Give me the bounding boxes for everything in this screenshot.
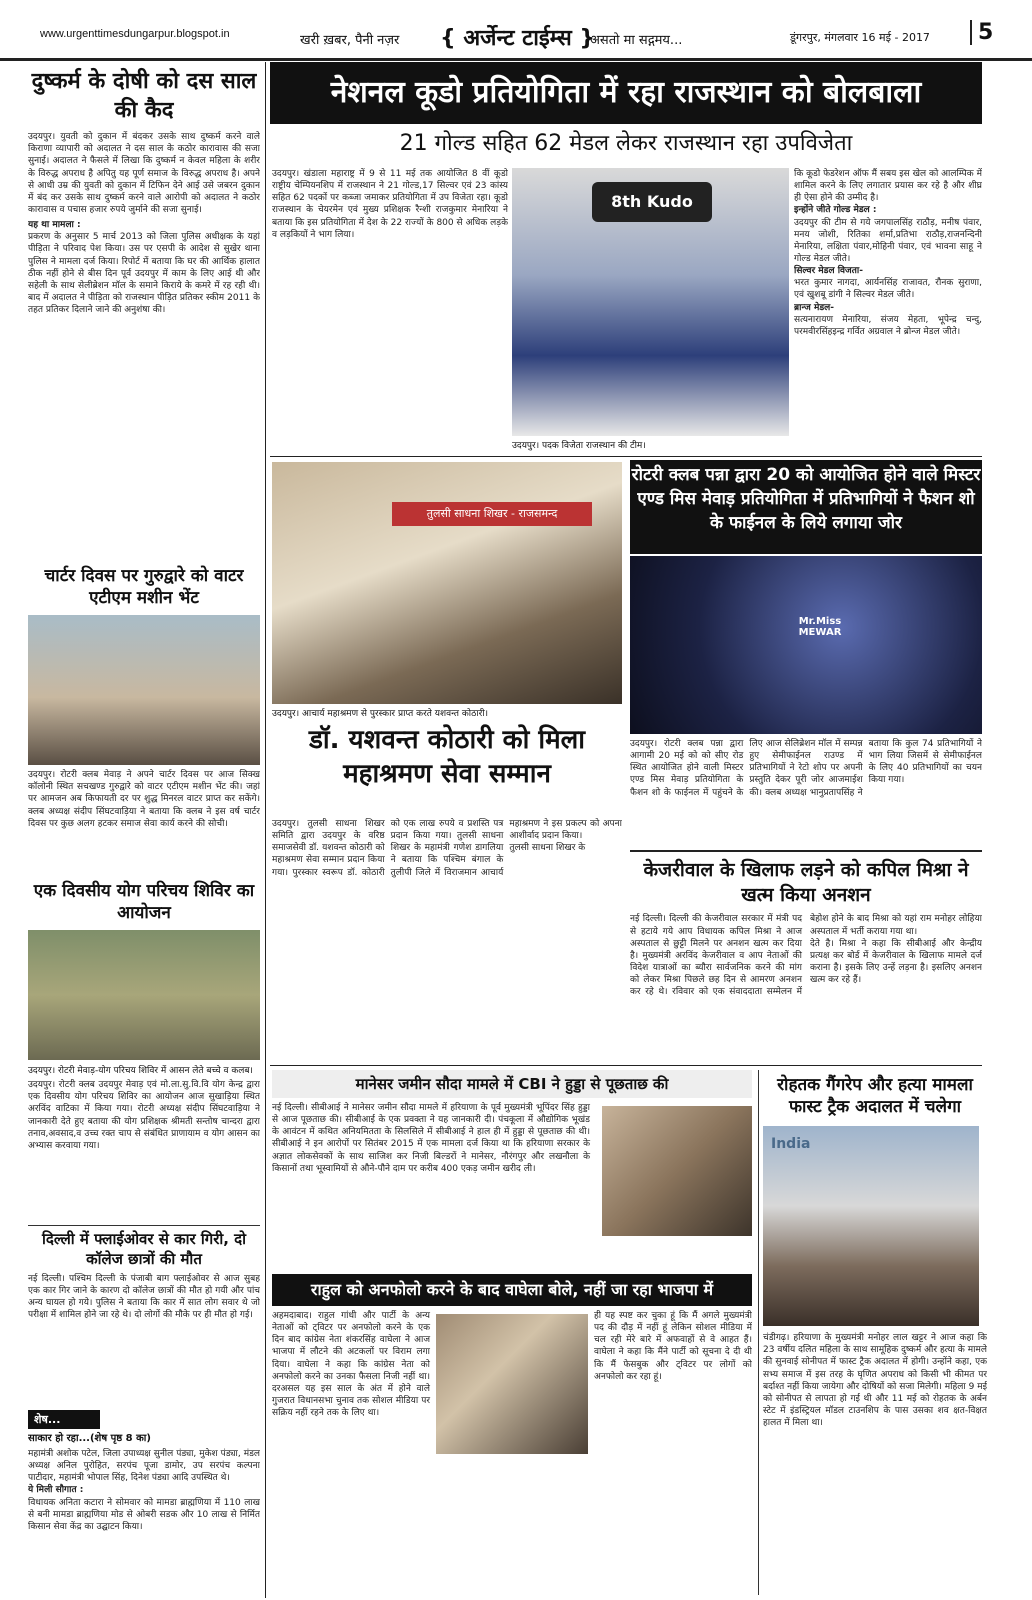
story-body: उदयपुर। रोटरी क्लब उदयपुर मेवाड़ एवं मो.ला.सु.वि.वि योग केन्द्र द्वारा एक दिवसीय योग परिचय शिविर का आयोजन आज सुखाड़िया स्थित अरविंद वाटिका में किया गया। रोटरी अध्यक्ष संदीप सिंघटवाड़िया ने जानकारी देते हुए बताया की योग प्रशिक्षक श्रीमती सन्तोष चान्दरा द्वारा तनाव,अवसाद,व उच्च रक्त चाप से संबंधित प्राणायाम व योग आसन का अभ्यास करवाया गया। bbox=[28, 1080, 260, 1151]
headline: चार्टर दिवस पर गुरुद्वारे को वाटर एटीएम मशीन भेंट bbox=[44, 566, 244, 609]
story-rahul bbox=[272, 1310, 752, 1595]
yoga-photo bbox=[28, 930, 260, 1060]
story-water-atm bbox=[28, 565, 260, 865]
shesh-body: महामंत्री अशोक पटेल, जिला उपाध्यक्ष सुनील पंड्या, मुकेश पंड्या, मंडल अध्यक्ष अनिल पुरोहित, सरपंच पूजा डामोर, उप सरपंच कल्पना पाटीदार, महामंत्री भोपाल सिंह, दिनेश पंड्या आदि उपस्थित थे। bbox=[28, 1449, 260, 1484]
story-body: चंडीगढ़। हरियाणा के मुख्यमंत्री मनोहर लाल खट्टर ने आज कहा कि 23 वर्षीय दलित महिला के साथ सामूहिक दुष्कर्म और हत्या के मामले की सुनवाई सोनीपत में फास्ट ट्रैक अदालत में होगी। उन्होंने कहा, एक सभ्य समाज में इस तरह के घृणित अपराध को किसी भी कीमत पर बर्दाश्त नहीं किया जायेगा और दोषियों को सजा मिलेगी। महिला 9 मई को सोनीपत से लापता हो गई थी और 11 मई को रोहतक के अर्बन स्टेट में इंडस्ट्रियल मॉडल टाउनशिप के पास उसका शव क्षत-विक्षत हालत में मिला था। bbox=[763, 1333, 987, 1429]
rotary-body bbox=[630, 738, 982, 848]
kothari-award-photo bbox=[272, 462, 622, 704]
lead-subheadline: 21 गोल्ड सहित 62 मेडल लेकर राजस्थान रहा उपविजेता bbox=[399, 131, 853, 156]
story-rohtak bbox=[758, 1070, 987, 1595]
column-divider bbox=[265, 62, 266, 1598]
story-manesar bbox=[272, 1070, 752, 1270]
hooda-photo bbox=[602, 1106, 752, 1236]
shesh-section bbox=[28, 1410, 260, 1595]
masthead: { अर्जेन्ट टाईम्स } bbox=[440, 26, 596, 51]
story-flyover-accident bbox=[28, 1225, 260, 1404]
kothari-body bbox=[272, 818, 622, 1063]
rotary-headline: रोटरी क्लब पन्ना द्वारा 20 को आयोजित होने वाले मिस्टर एण्ड मिस मेवाड़ प्रतियोगिता में प्रतिभागियों ने फैशन शो के फाईनल के लिये लगाया जोर bbox=[630, 460, 982, 554]
lead-headline: नेशनल कूडो प्रतियोगिता में रहा राजस्थान को बोलबाला bbox=[270, 62, 982, 124]
story-rape-verdict bbox=[28, 62, 260, 607]
page-number: 5 bbox=[970, 20, 993, 45]
backdrop-text: India bbox=[771, 1136, 811, 1153]
kothari-headline: डॉ. यशवन्त कोठारी को मिला महाश्रमण सेवा सम्मान bbox=[308, 725, 586, 789]
photo-caption: उदयपुर। पदक विजेता राजस्थान की टीम। bbox=[512, 441, 646, 451]
event-banner: तुलसी साधना शिखर - राजसमन्द bbox=[392, 502, 592, 526]
story-body: अहमदाबाद। राहुल गांधी और पार्टी के अन्य नेताओं को ट्विटर पर अनफोलो करने के एक दिन बाद कांग्रेस नेता शंकरसिंह वाघेला ने आज भाजपा में लौटने की अटकलों पर विराम लगा दिया। वाघेला ने कहा कि कांग्रेस नेता को अनफोलो करने का उनका फैसला निजी नहीं था। दरअसल यह इस साल के अंत में होने वाले गुजरात विधानसभा चुनाव तक सोशल मीडिया पर सक्रिय नहीं रहने तक के लिए था। bbox=[272, 1311, 430, 1419]
headline: रोहतक गैंगरेप और हत्या मामला फास्ट ट्रैक अदालत में चलेगा bbox=[777, 1075, 973, 1118]
headline: एक दिवसीय योग परिचय शिविर का आयोजन bbox=[33, 881, 255, 924]
rahul-headline: राहुल को अनफोलो करने के बाद वाघेला बोले, नहीं जा रहा भाजपा में bbox=[272, 1274, 752, 1306]
tagline-right: असतो मा सद्गमय... bbox=[590, 33, 683, 48]
photo-caption: उदयपुर। रोटरी मेवाड़-योग परिचय शिविर में आसन लेते बच्चे व कलब। bbox=[28, 1066, 253, 1077]
lead-body-right bbox=[794, 168, 982, 453]
story-body: नई दिल्ली। पश्चिम दिल्ली के पंजाबी बाग फ्लाईओवर से आज सुबह एक कार गिर जाने के कारण दो कॉलेज छात्रों की मौत हो गयी और पांच अन्य घायल हो गये। पुलिस ने बताया कि कार में सात लोग सवार थे जो परीक्षा में शामिल होने जा रहे थे। दो लोगों की मौके पर ही मौत हो गई। bbox=[28, 1274, 260, 1321]
silver-body: भरत कुमार नागदा, आर्यनसिंह राजावत, रौनक सुराणा, एवं खुशबू डांगी ने सिल्वर मेडल जीते। bbox=[794, 278, 982, 301]
section-divider bbox=[270, 1065, 982, 1066]
lead-body-left bbox=[272, 168, 508, 453]
story-body-2: देते है। मिश्रा ने कहा कि सीबीआई और केन्द्रीय प्रत्यक्ष कर बोर्ड में केजरीवाल के खिलाफ मामले दर्ज कराना है। इसके लिए उन्हें लड़ना है। इसलिए अनशन खत्म कर रहे हैं। bbox=[810, 938, 982, 986]
photo-caption: उदयपुर। आचार्य महाश्रमण से पुरस्कार प्राप्त करते यशवन्त कोठारी। bbox=[272, 709, 489, 719]
gold-body: उदयपुर की टीम से गये जगपालसिंह राठौड़, मनीष पंवार, मनय जोशी, रितिका शर्मा,प्रतिभा राठौड़,राजनन्दिनी मेनारिया, लक्षिता पंवार,मोहिनी पंवार, एवं भावना साहू ने गोल्ड मेडल जीते। bbox=[794, 217, 982, 264]
story-yoga-camp bbox=[28, 880, 260, 1225]
event-sign: Mr.Miss MEWAR bbox=[798, 616, 842, 638]
bronze-title: ब्रान्ज मेडल- bbox=[794, 302, 834, 313]
shesh-label: शेष... bbox=[28, 1410, 100, 1429]
story-body: कि कूडो फेडरेशन ऑफ मैं सबय इस खेल को आलम्पिक में शामिल करने के लिए लगातार प्रयास कर रहे है और शीघ्र ही ऐसा होने की उम्मीद है। bbox=[794, 169, 982, 204]
shesh-body-2: विधायक अनिता कटारा ने सोमवार को मामडा ब्राह्मणिया में 110 लाख से बनी मामडा ब्राह्मणिया मोड से ओबरी सडक और 10 लाख से निर्मित किसान सेवा केंद्र का उद्घाटन किया। bbox=[28, 1497, 260, 1532]
water-atm-photo bbox=[28, 615, 260, 765]
headline: दुष्कर्म के दोषी को दस साल की कैद bbox=[31, 69, 257, 123]
headline: मानेसर जमीन सौदा मामले में CBI ने हुड्डा से पूछताछ की bbox=[272, 1070, 752, 1098]
headline: केजरीवाल के खिलाफ लड़ने को कपिल मिश्रा ने खत्म किया अनशन bbox=[643, 859, 969, 906]
story-body: नई दिल्ली। सीबीआई ने मानेसर जमीन सौदा मामले में हरियाणा के पूर्व मुख्यमंत्री भूपिंदर सिंह हुड्डा से आज पूछताछ की। सीबीआई के एक प्रवक्ता ने यह जानकारी दी। पंचकूला में औद्योगिक भूखंड के आवंटन में कथित अनियमितता के सिलसिले में सीबीआई ने हाल ही में हुड्डा से पूछताछ की थी। सीबीआई ने इन आरोपों पर सितंबर 2015 में एक मामला दर्ज किया था कि हरियाणा सरकार के अज्ञात लोकसेवकों के साथ साजिश कर निजी बिल्डरों ने मानेसर, नौरंगपुर और लखनौला के किसानों तथा भूस्वामियों से औने-पौने दाम पर करीब 400 एकड़ जमीन खरीद ली। bbox=[272, 1103, 590, 1174]
kudo-banner: 8th Kudo bbox=[592, 182, 712, 222]
section-divider bbox=[270, 456, 982, 457]
story-body: उदयपुर। तुलसी साधना शिखर समिति द्वारा उदयपुर के वरिष्ठ समाजसेवी डॉ. यशवन्त कोठारी को महाश्रमण सेवा सम्मान प्रदान किया गया। पुरस्कार स्वरूप डॉ. कोठारी को एक लाख रुपये व प्रशस्ति पत्र प्रदान किया गया। तुलसी साधना शिखर के महामंत्री गणेश डागलिया ने बताया कि पश्चिम बंगाल के तुलीपी जिले में विराजमान आचार्य महाश्रमण ने इस प्रकल्प को अपना आशीर्वाद प्रदान किया। bbox=[272, 819, 622, 878]
story-kejriwal bbox=[630, 850, 982, 1064]
story-body: उदयपुर। रोटरी क्लब मेवाड़ ने अपने चार्टर दिवस पर आज सिक्ख कॉलोनी स्थित सचखण्ड गुरुद्वारे को वाटर एटीएम मशीन भेंट की। जहां पर आमजन अब किफायती दर पर शुद्ध मिनरल वाटर प्राप्त कर सकेंगे। क्लब अध्यक्ष संदीप सिंघटवाड़िया ने बताया कि क्लब ने इस वर्ष चार्टर दिवस पर कुछ अलग हटकर समाज सेवा कार्य करने की सोची। bbox=[28, 770, 260, 829]
shesh-title: साकार हो रहा...(शेष पृष्ठ 8 का) bbox=[28, 1433, 151, 1444]
story-body-2: ही यह स्पष्ट कर चुका हूं कि मैं अगले मुख्यमंत्री पद की दौड़ में नहीं हूं लेकिन सोशल मीडिया में चल रही मेरे बारे में अफवाहों से वे आहत हैं। वाघेला ने कहा कि मैंने पार्टी को सूचना दे दी थी कि मैं फेसबुक और ट्विटर पर लोगों को अनफोलो कर रहा हूं। bbox=[594, 1311, 752, 1382]
khattar-photo bbox=[763, 1126, 979, 1326]
kudo-team-photo bbox=[512, 168, 789, 436]
story-body: उदयपुर। रोटरी क्लब पन्ना द्वारा आगामी 20 मई को को सीए रोड स्थित आयोजित होने वाली मिस्टर एण्ड मिस मेवाड़ प्रतियोगिता के फैशन शो के फाईनल में पहुंचने के लिए आज सेलिब्रेशन मॉल में सम्पन्न हुए सेमीफाईनल राउण्ड में प्रतिभागियों ने रेटो शोप पर अपनी प्रस्तुति देकर पूरी जोर आजमाईश की। क्लब अध्यक्ष भानुप्रतापसिंह ने बताया कि कुल 74 प्रतिभागियों ने भाग लिया जिसमें से सेमीफाईनल के लिए 40 प्रतिभागियों का चयन किया गया। bbox=[630, 739, 982, 798]
story-body-2: प्रकरण के अनुसार 5 मार्च 2013 को जिला पुलिस अधीक्षक के यहां पीड़िता ने परिवाद पेश किया। उस पर एसपी के आदेश से सुखेर थाना पुलिस ने मामला दर्ज किया। रिपोर्ट में बताया कि घर की आर्थिक हालात ठीक नहीं होने से बीस दिन पूर्व उदयपुर में काम के लिए आई थी और सहेली के साथ सेलीब्रेशन मॉल के समाने किराये के कमरे में रह रही थी। बाद में अदालत ने पीड़िता को राजस्थान पीड़ित प्रतिकर स्कीम 2011 के तहत प्रतिकर दिलाने जाने की अनुशंषा की। bbox=[28, 232, 260, 316]
silver-title: सिल्वर मेडल विजता- bbox=[794, 266, 863, 277]
subhead: यह था मामला : bbox=[28, 220, 81, 231]
shesh-subhead: ये मिली सौगात : bbox=[28, 1485, 84, 1496]
fashion-show-photo bbox=[630, 556, 982, 734]
gold-title: इन्होंने जीते गोल्ड मेडल : bbox=[794, 205, 877, 216]
vaghela-photo bbox=[436, 1314, 588, 1454]
story-body: नई दिल्ली। दिल्ली की केजरीवाल सरकार में मंत्री पद से हटाये गये आप विधायक कपिल मिश्रा ने आज अस्पताल से छुट्टी मिलने पर अनशन खत्म कर दिया है। मुख्यमंत्री अरविंद केजरीवाल व आप नेताओं की विदेश यात्राओं का ब्यौरा सार्वजनिक करने की मांग को लेकर मिश्रा पिछले छह दिन से आमरण अनशन कर रहे थे। रविवार को एक संवाददाता सम्मेलन में बेहोश होने के बाद मिश्रा को यहां राम मनोहर लोहिया अस्पताल में भर्ती कराया गया था। bbox=[630, 914, 982, 998]
page-header bbox=[0, 0, 1032, 61]
issue-date: डूंगरपुर, मंगलवार 16 मई - 2017 bbox=[790, 31, 930, 44]
site-url[interactable]: www.urgenttimesdungarpur.blogspot.in bbox=[40, 28, 230, 40]
bronze-body: सत्यनारायण मेनारिया, संजय मेहता, भूपेन्द्र चन्दु, परमवीरसिंहइन्द्र गर्वित अग्रवाल ने ब्रोन्ज मेडल जीते। bbox=[794, 314, 982, 337]
story-body: उदयपुर। युवती को दुकान में बंदकर उसके साथ दुष्कर्म करने वाले किराणा व्यापारी को अदालत ने दस साल के कठोर कारावास की सजा सुनाई। अदालत ने फैसले में लिखा कि दुष्कर्म न केवल महिला के शरीर के विरुद्ध अपराध है अपितु यह पूर्ण समाज के विरुद्ध अपराध है। अपने से आधी उम्र की युवती को दुकान में टिफिन देने आई उसे जबरन दुकान में बंद कर उसके साथ दुष्कर्म करने वाले आरोपी को अदालत ने कठोर कारावास व पचास हजार रुपये जुर्माने की सजा सुनाई। bbox=[28, 132, 260, 216]
tagline-left: खरी ख़बर, पैनी नज़र bbox=[300, 33, 400, 48]
headline: दिल्ली में फ्लाईओवर से कार गिरी, दो कॉलेज छात्रों की मौत bbox=[41, 1230, 246, 1268]
story-body: उदयपुर। खंडाला महाराष्ट्र में 9 से 11 मई तक आयोजित 8 वीं कूडो राष्ट्रीय चेम्पियनशिप में राजस्थान ने 21 गोल्ड,17 सिल्वर एवं 23 कांस्य सहित 62 पदकों पर कब्जा जमाकर प्रतियोगिता में उप विजेता रहा। कूडो राजस्थान के चेयरमेन एवं मुख्य प्रशिक्षक रैन्शी राजकुमार मेनारिया ने बताया कि इस प्रतियोगिता में देश के 22 राज्यों के 800 से अधिक लड़के व लड़कियों ने भाग लिया। bbox=[272, 169, 508, 240]
story-body-end: तुलसी साधना शिखर के bbox=[509, 843, 586, 854]
